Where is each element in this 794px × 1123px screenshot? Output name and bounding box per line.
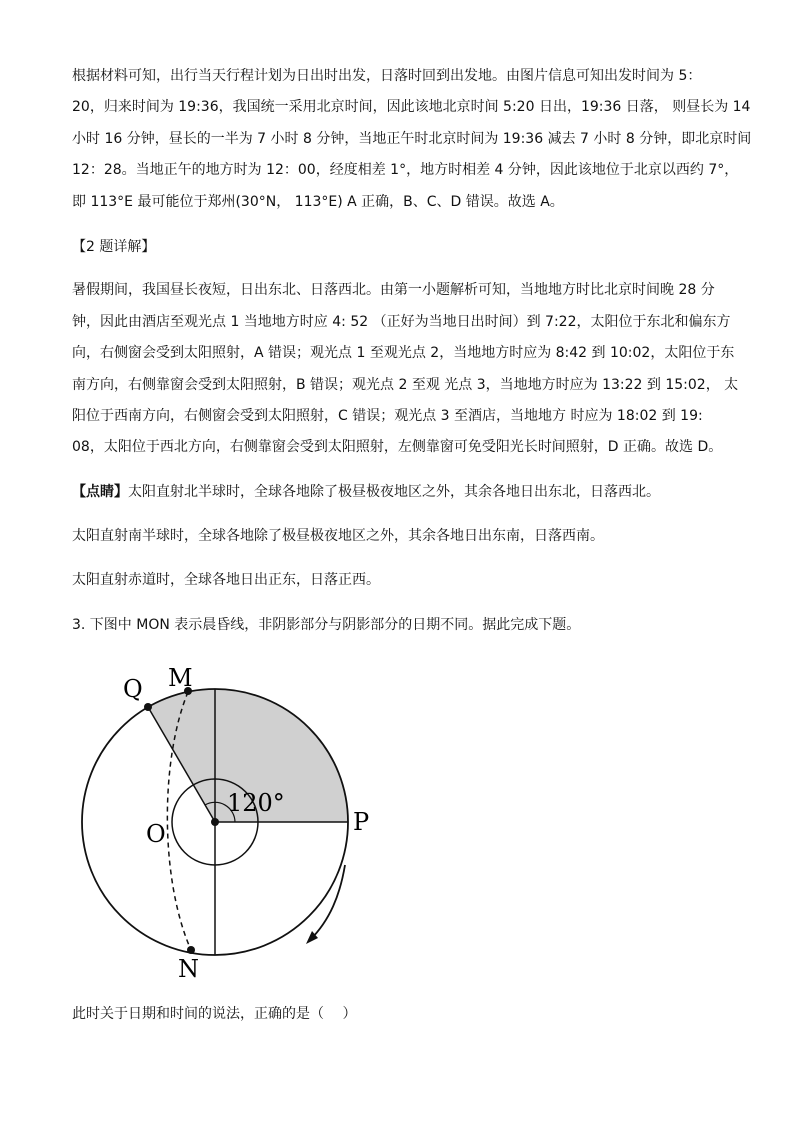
terminator-diagram (60, 655, 400, 985)
label-m: M (168, 664, 193, 692)
tip-line-2: 太阳直射南半球时，全球各地除了极昼极夜地区之外，其余各地日出东南，日落西南。 (72, 528, 604, 544)
para1-line-3: 小时 16 分钟，昼长的一半为 7 小时 8 分钟，当地正午时北京时间为 19:36 减去 7 小时 8 分钟，即北京时间 (72, 131, 752, 147)
label-n: N (178, 955, 199, 983)
para1-line-1: 根据材料可知，出行当天行程计划为日出时出发，日落时回到出发地。由图片信息可知出发时间为 5： (72, 68, 702, 84)
para2-line-1: 暑假期间，我国昼长夜短，日出东北、日落西北。由第一小题解析可知，当地地方时比北京时间晚 28 分 (72, 282, 715, 298)
para2-line-4: 南方向，右侧靠窗会受到太阳照射，B 错误；观光点 2 至观 光点 3，当地地方时应为 13:22 到 15:02， 太 (72, 377, 739, 393)
para2-line-3: 向，右侧窗会受到太阳照射，A 错误；观光点 1 至观光点 2，当地地方时应为 8:42 到 10:02，太阳位于东 (72, 345, 735, 361)
para2-line-2: 钟，因此由酒店至观光点 1 当地地方时应 4: 52 （正好为当地日出时间）到 7:22，太阳位于东北和偏东方 (72, 314, 731, 330)
tip-text: 太阳直射北半球时，全球各地除了极昼极夜地区之外，其余各地日出东北，日落西北。 (128, 484, 660, 500)
para1-line-2: 20，归来时间为 19:36，我国统一采用北京时间，因此该地北京时间 5:20 日出，19:36 日落， 则昼长为 14 (72, 99, 751, 115)
point-n (187, 946, 195, 954)
point-q (144, 703, 152, 711)
section-heading-2: 【2 题详解】 (72, 239, 156, 255)
label-o: O (146, 820, 166, 848)
rotation-arrow (310, 865, 345, 940)
point-o (211, 818, 219, 826)
tip-line-3: 太阳直射赤道时，全球各地日出正东，日落正西。 (72, 572, 380, 588)
para1-line-4: 12：28。当地正午的地方时为 12：00，经度相差 1°，地方时相差 4 分钟，因此该地位于北京以西约 7°， (72, 162, 739, 178)
question-prompt: 此时关于日期和时间的说法，正确的是（ ） (72, 1006, 357, 1022)
para1-line-5: 即 113°E 最可能位于郑州(30°N， 113°E) A 正确，B、C、D 错误。故选 A。 (72, 194, 564, 210)
label-q: Q (123, 675, 143, 703)
label-p: P (353, 808, 370, 836)
tip-line (72, 482, 660, 502)
para2-line-6: 08，太阳位于西北方向，右侧靠窗会受到太阳照射，左侧靠窗可免受阳光长时间照射，D 正确。故选 D。 (72, 439, 723, 455)
question-3-stem: 3. 下图中 MON 表示晨昏线，非阴影部分与阴影部分的日期不同。据此完成下题。 (72, 617, 581, 633)
tip-label: 【点睛】 (72, 484, 128, 500)
para2-line-5: 阳位于西南方向，右侧窗会受到太阳照射，C 错误；观光点 3 至酒店，当地地方 时应为 18:02 到 19: (72, 408, 703, 424)
angle-label: 120° (227, 789, 285, 817)
